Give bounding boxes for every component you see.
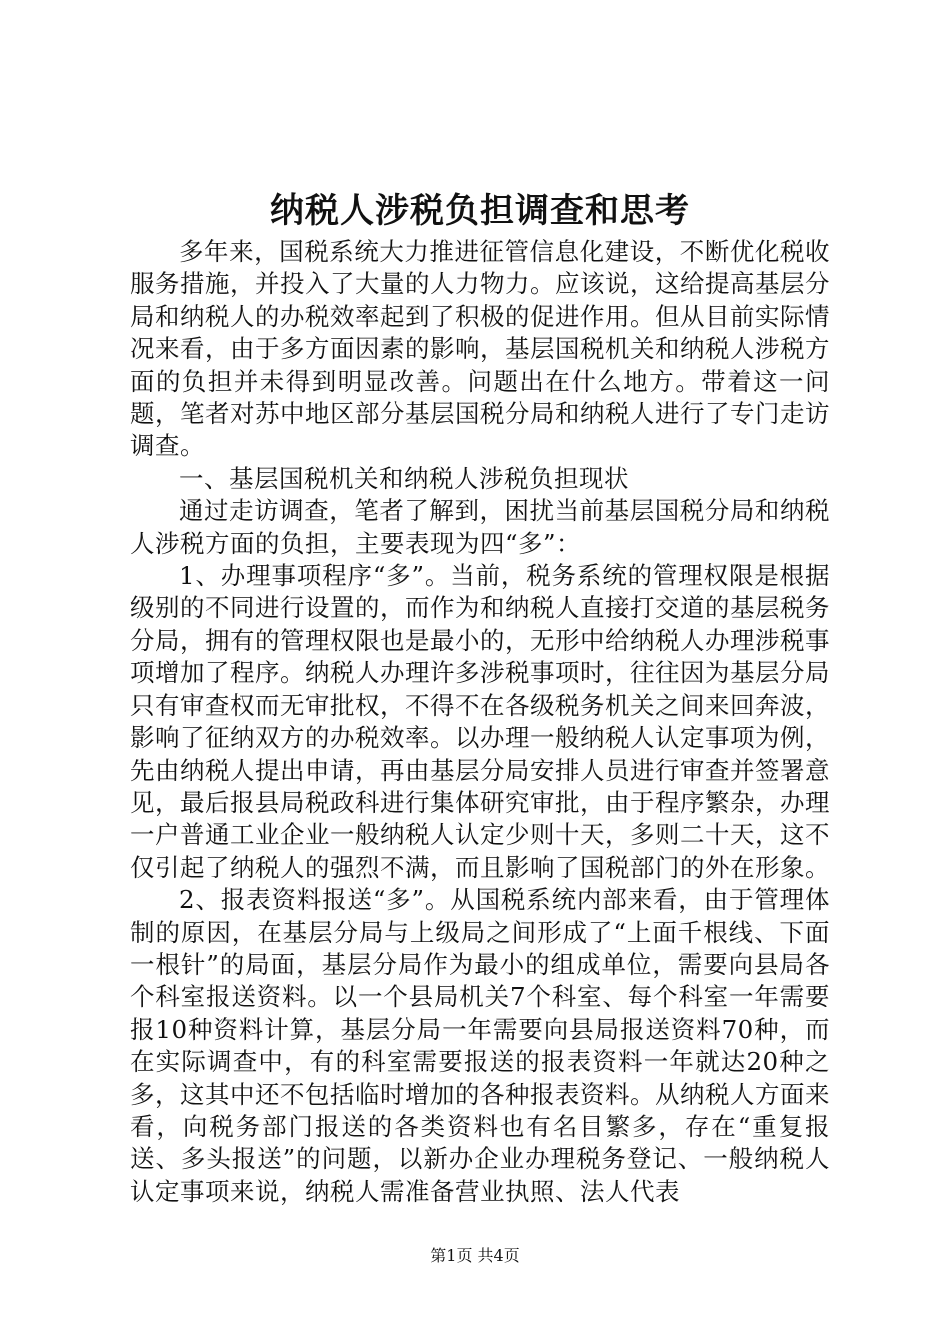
section-heading: 一、基层国税机关和纳税人涉税负担现状 bbox=[179, 463, 629, 493]
paragraph-point-1: 1、办理事项程序“多”。当前，税务系统的管理权限是根据级别的不同进行设置的，而作为和纳税人直接打交道的基层税务分局，拥有的管理权限也是最小的，无形中给纳税人办理涉税事项增加了程序。纳税人办理许多涉税事项时，往往因为基层分局只有审查权而无审批权，不得不在各级税务机关之间来回奔波，影响了征纳双方的办税效率。以办理一般纳税人认定事项为例，先由纳税人提出申请，再由基层分局安排人员进行审查并签署意见，最后报县局税政科进行集体研究审批，由于程序繁杂，办理一户普通工业企业一般纳税人认定少则十天，多则二十天，这不仅引起了纳税人的强烈不满，而且影响了国税部门的外在形象。 bbox=[130, 561, 830, 882]
paragraph-intro: 多年来，国税系统大力推进征管信息化建设，不断优化税收服务措施，并投入了大量的人力物力。应该说，这给提高基层分局和纳税人的办税效率起到了积极的促进作用。但从目前实际情况来看，由于多方面因素的影响，基层国税机关和纳税人涉税方面的负担并未得到明显改善。问题出在什么地方。带着这一问题，笔者对苏中地区部分基层国税分局和纳税人进行了专门走访调查。 bbox=[130, 237, 830, 461]
page-number-footer: 第1页 共4页 bbox=[430, 1246, 520, 1265]
document-body bbox=[130, 236, 830, 1208]
paragraph-point-2: 2、报表资料报送“多”。从国税系统内部来看，由于管理体制的原因，在基层分局与上级局之间形成了“上面千根线、下面一根针”的局面，基层分局作为最小的组成单位，需要向县局各个科室报送资料。以一个县局机关7个科室、每个科室一年需要报10种资料计算，基层分局一年需要向县局报送资料70种，而在实际调查中，有的科室需要报送的报表资料一年就达20种之多，这其中还不包括临时增加的各种报表资料。从纳税人方面来看，向税务部门报送的各类资料也有名目繁多，存在“重复报送、多头报送”的问题，以新办企业办理税务登记、一般纳税人认定事项来说，纳税人需准备营业执照、法人代表 bbox=[130, 885, 830, 1206]
paragraph-overview: 通过走访调查，笔者了解到，困扰当前基层国税分局和纳税人涉税方面的负担，主要表现为四“多”： bbox=[130, 496, 830, 558]
document-title: 纳税人涉税负担调查和思考 bbox=[270, 191, 690, 231]
